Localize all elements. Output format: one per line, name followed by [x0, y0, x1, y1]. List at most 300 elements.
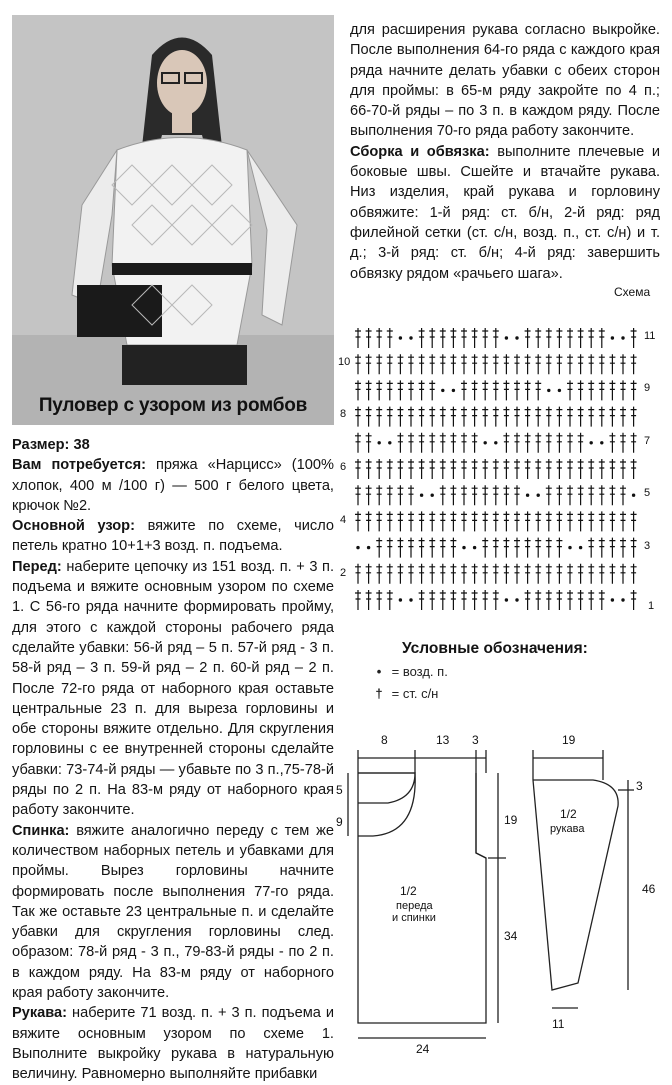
double-crochet-mark — [599, 328, 605, 348]
double-crochet-mark — [472, 433, 478, 453]
double-crochet-mark — [450, 433, 456, 453]
double-crochet-mark — [514, 538, 520, 558]
double-crochet-mark — [355, 511, 361, 531]
sleeves-continuation: для расширения рукава согласно выкройке. После выполнения 64-го ряда с каждого края ряда начните делать убавки с обеих сторон для проймы: в 65-м ряду закройте по 4 п.; 66-70-й ряды – по 3 п. в каждом ряду. После выполнения 70-го ряда работу закончите. — [350, 22, 660, 140]
row-number-3: 3 — [644, 540, 651, 552]
double-crochet-mark — [387, 511, 393, 531]
double-crochet-mark — [514, 485, 520, 505]
double-crochet-mark — [535, 511, 541, 531]
chain-stitch-mark — [537, 494, 540, 497]
double-crochet-mark — [525, 538, 531, 558]
double-crochet-mark — [503, 354, 509, 374]
double-crochet-mark — [450, 328, 456, 348]
row-number-7: 7 — [644, 435, 651, 447]
double-crochet-mark — [578, 590, 584, 610]
double-crochet-mark — [578, 433, 584, 453]
double-crochet-mark — [514, 433, 520, 453]
row-number-10: 10 — [338, 356, 351, 368]
main-pattern-text: вяжите по схеме, число петель кратно 10+1+3 возд. п. подъема. — [12, 518, 334, 555]
dim-left-9: 9 — [336, 815, 343, 829]
double-crochet-mark — [514, 459, 520, 479]
double-crochet-mark — [366, 590, 372, 610]
legend-dc-label: = ст. с/н — [391, 686, 439, 701]
double-crochet-mark — [429, 380, 435, 400]
double-crochet-mark — [620, 354, 626, 374]
double-crochet-mark — [567, 328, 573, 348]
double-crochet-mark — [472, 380, 478, 400]
materials-paragraph — [12, 455, 334, 516]
schema-left-numbers — [338, 356, 350, 579]
double-crochet-mark — [482, 380, 488, 400]
double-crochet-mark — [546, 407, 552, 427]
double-crochet-mark — [514, 511, 520, 531]
double-crochet-mark — [567, 407, 573, 427]
pattern-diagrams — [328, 728, 668, 1078]
double-crochet-mark — [355, 380, 361, 400]
double-crochet-mark — [493, 590, 499, 610]
double-crochet-mark — [631, 590, 637, 610]
double-crochet-mark — [461, 328, 467, 348]
double-crochet-mark — [355, 328, 361, 348]
double-crochet-mark — [546, 538, 552, 558]
double-crochet-mark — [599, 538, 605, 558]
double-crochet-mark — [355, 485, 361, 505]
double-crochet-mark — [419, 407, 425, 427]
double-crochet-mark — [387, 590, 393, 610]
sleeve-label-line2: рукава — [550, 823, 585, 835]
chain-stitch-mark — [409, 598, 412, 601]
double-crochet-icon: † — [375, 686, 383, 701]
dim-top-left: 8 — [381, 733, 388, 747]
double-crochet-mark — [609, 354, 615, 374]
materials-text: пряжа «Нарцисс» (100% хлопок, 400 м /100 г) — 500 г белого цвета, крючок №2. — [12, 457, 334, 514]
back-neckline — [358, 773, 415, 803]
double-crochet-mark — [408, 380, 414, 400]
double-crochet-mark — [429, 564, 435, 584]
double-crochet-mark — [366, 511, 372, 531]
double-crochet-mark — [366, 407, 372, 427]
double-crochet-mark — [578, 354, 584, 374]
assembly-text: выполните плечевые и боковые швы. Сшейте и втачайте рукава. Низ изделия, край рукава и горловину обвяжите: 1-й ряд: ст. б/н, 2-й ряд: ряд филейной сетки (ст. с/н, возд. п., ст. с/н) и т. д.; 3-й ряд: ст. б/н; 4-й ряд: завершить обвязку рядом «рачьего шага». — [350, 143, 660, 282]
double-crochet-mark — [387, 354, 393, 374]
double-crochet-mark — [450, 538, 456, 558]
double-crochet-mark — [535, 459, 541, 479]
dim-top-mid: 13 — [436, 733, 450, 747]
front-paragraph — [12, 557, 334, 821]
double-crochet-mark — [620, 433, 626, 453]
double-crochet-mark — [556, 407, 562, 427]
double-crochet-mark — [408, 407, 414, 427]
dim-right-34: 34 — [504, 929, 518, 943]
double-crochet-mark — [408, 433, 414, 453]
double-crochet-mark — [450, 459, 456, 479]
materials-label: Вам потребуется: — [12, 457, 146, 474]
double-crochet-mark — [493, 511, 499, 531]
double-crochet-mark — [546, 459, 552, 479]
double-crochet-mark — [503, 485, 509, 505]
double-crochet-mark — [440, 459, 446, 479]
double-crochet-mark — [408, 354, 414, 374]
double-crochet-mark — [429, 511, 435, 531]
double-crochet-mark — [503, 380, 509, 400]
back-label: Спинка: — [12, 822, 70, 839]
left-text-column — [12, 435, 334, 1085]
double-crochet-mark — [567, 590, 573, 610]
double-crochet-mark — [493, 407, 499, 427]
double-crochet-mark — [482, 485, 488, 505]
double-crochet-mark — [397, 538, 403, 558]
double-crochet-mark — [366, 485, 372, 505]
chain-stitch-mark — [600, 441, 603, 444]
double-crochet-mark — [493, 328, 499, 348]
double-crochet-mark — [599, 354, 605, 374]
body-outline — [358, 773, 486, 1023]
double-crochet-mark — [631, 433, 637, 453]
dim-left-5: 5 — [336, 783, 343, 797]
chain-stitch-mark — [611, 598, 614, 601]
double-crochet-mark — [588, 459, 594, 479]
double-crochet-mark — [397, 407, 403, 427]
double-crochet-mark — [567, 564, 573, 584]
double-crochet-mark — [376, 590, 382, 610]
chain-stitch-mark — [621, 598, 624, 601]
double-crochet-mark — [461, 354, 467, 374]
double-crochet-mark — [408, 511, 414, 531]
sleeves-text: наберите 71 возд. п. + 3 п. подъема и вяжите основным узором по схеме 1. Выполните выкройку рукава в натуральную величину. Равномерно выполняйте прибавки — [12, 1005, 335, 1083]
double-crochet-mark — [514, 564, 520, 584]
double-crochet-mark — [588, 511, 594, 531]
double-crochet-mark — [419, 564, 425, 584]
chain-stitch-mark — [558, 389, 561, 392]
double-crochet-mark — [482, 511, 488, 531]
chain-stitch-mark — [526, 494, 529, 497]
double-crochet-mark — [387, 564, 393, 584]
double-crochet-mark — [429, 538, 435, 558]
double-crochet-mark — [472, 564, 478, 584]
double-crochet-mark — [376, 354, 382, 374]
double-crochet-mark — [366, 328, 372, 348]
double-crochet-mark — [397, 485, 403, 505]
sleeve-pattern-piece — [533, 750, 634, 1008]
double-crochet-mark — [429, 354, 435, 374]
double-crochet-mark — [567, 485, 573, 505]
sleeve-dim-length: 46 — [642, 882, 656, 896]
chain-stitch-mark — [505, 598, 508, 601]
assembly-paragraph — [350, 142, 660, 284]
double-crochet-mark — [419, 459, 425, 479]
double-crochet-mark — [355, 407, 361, 427]
double-crochet-mark — [556, 328, 562, 348]
double-crochet-mark — [376, 459, 382, 479]
double-crochet-mark — [472, 511, 478, 531]
double-crochet-mark — [631, 354, 637, 374]
double-crochet-mark — [440, 407, 446, 427]
double-crochet-mark — [493, 354, 499, 374]
double-crochet-mark — [419, 433, 425, 453]
double-crochet-mark — [556, 485, 562, 505]
chain-stitch-mark — [356, 546, 359, 549]
front-text: наберите цепочку из 151 возд. п. + 3 п. подъема и вяжите основным узором по схеме 1. С 56-го ряда начните формировать пройму, для этого с каждой стороны рабочего ряда сделайте убавки: 56-й ряд – 5 п. 57-й ряд - 3 п. 58-й ряд – 3 п. 59-й ряд – 2 п. 60-й ряд – 2 п. После 72-го ряда от наборного края оставьте центральные 23 п. для выреза горловины и обе стороны вяжите отдельно. Для скругления горловины с ее внутренней стороны сделайте убавки: 73-74-й ряды — убавьте по 3 п.,75-78-й ряды по 2 п. На 83-м ряду от наборного края работу закончите. — [12, 558, 334, 819]
double-crochet-mark — [503, 538, 509, 558]
double-crochet-mark — [525, 328, 531, 348]
legend-chain-label: = возд. п. — [391, 664, 448, 679]
double-crochet-mark — [578, 407, 584, 427]
double-crochet-mark — [419, 328, 425, 348]
double-crochet-mark — [631, 380, 637, 400]
double-crochet-mark — [556, 433, 562, 453]
double-crochet-mark — [419, 538, 425, 558]
row-number-5: 5 — [644, 487, 651, 499]
double-crochet-mark — [440, 433, 446, 453]
sleeves-paragraph — [12, 1003, 334, 1084]
double-crochet-mark — [493, 538, 499, 558]
model-photo — [12, 15, 334, 425]
chain-stitch-mark — [505, 336, 508, 339]
double-crochet-mark — [482, 354, 488, 374]
double-crochet-mark — [376, 511, 382, 531]
double-crochet-mark — [387, 485, 393, 505]
front-neckline — [358, 773, 415, 836]
double-crochet-mark — [387, 407, 393, 427]
double-crochet-mark — [578, 459, 584, 479]
double-crochet-mark — [567, 354, 573, 374]
double-crochet-mark — [588, 485, 594, 505]
double-crochet-mark — [556, 511, 562, 531]
double-crochet-mark — [588, 354, 594, 374]
row-number-11: 11 — [644, 330, 656, 342]
double-crochet-mark — [461, 564, 467, 584]
double-crochet-mark — [461, 590, 467, 610]
schema-label: Схема — [614, 285, 651, 299]
double-crochet-mark — [609, 564, 615, 584]
double-crochet-mark — [440, 511, 446, 531]
double-crochet-mark — [609, 511, 615, 531]
double-crochet-mark — [620, 459, 626, 479]
double-crochet-mark — [493, 380, 499, 400]
chain-stitch-mark — [494, 441, 497, 444]
double-crochet-mark — [556, 590, 562, 610]
double-crochet-mark — [376, 485, 382, 505]
double-crochet-mark — [546, 485, 552, 505]
double-crochet-mark — [408, 485, 414, 505]
double-crochet-mark — [620, 538, 626, 558]
double-crochet-mark — [387, 538, 393, 558]
size-value: 38 — [73, 437, 90, 453]
double-crochet-mark — [376, 328, 382, 348]
double-crochet-mark — [535, 407, 541, 427]
double-crochet-mark — [620, 564, 626, 584]
double-crochet-mark — [482, 564, 488, 584]
double-crochet-mark — [472, 459, 478, 479]
double-crochet-mark — [397, 564, 403, 584]
chain-stitch-mark — [452, 389, 455, 392]
size-paragraph — [12, 435, 334, 455]
double-crochet-mark — [535, 433, 541, 453]
double-crochet-mark — [578, 511, 584, 531]
double-crochet-mark — [546, 564, 552, 584]
double-crochet-mark — [366, 433, 372, 453]
double-crochet-mark — [535, 538, 541, 558]
double-crochet-mark — [503, 459, 509, 479]
double-crochet-mark — [609, 485, 615, 505]
double-crochet-mark — [546, 511, 552, 531]
double-crochet-mark — [429, 328, 435, 348]
photo-caption: Пуловер с узором из ромбов — [38, 395, 308, 416]
double-crochet-mark — [567, 459, 573, 479]
row-number-2: 2 — [340, 567, 347, 579]
legend-dc — [370, 686, 438, 701]
double-crochet-mark — [535, 380, 541, 400]
sleeve-dim-top: 19 — [562, 733, 576, 747]
double-crochet-mark — [397, 380, 403, 400]
double-crochet-mark — [472, 328, 478, 348]
double-crochet-mark — [535, 564, 541, 584]
crochet-schema — [336, 318, 666, 618]
front-label: Перед: — [12, 558, 62, 575]
double-crochet-mark — [631, 328, 637, 348]
double-crochet-mark — [493, 485, 499, 505]
double-crochet-mark — [588, 564, 594, 584]
legend-chain — [370, 664, 448, 679]
double-crochet-mark — [397, 459, 403, 479]
chain-stitch-mark — [515, 336, 518, 339]
assembly-label: Сборка и обвязка: — [350, 143, 490, 160]
double-crochet-mark — [578, 328, 584, 348]
double-crochet-mark — [450, 564, 456, 584]
legend-title: Условные обозначения: — [402, 640, 588, 657]
chain-stitch-mark — [515, 598, 518, 601]
sleeve-dim-bottom: 11 — [552, 1017, 565, 1031]
double-crochet-mark — [609, 459, 615, 479]
double-crochet-mark — [450, 590, 456, 610]
double-crochet-mark — [440, 328, 446, 348]
double-crochet-mark — [440, 538, 446, 558]
double-crochet-mark — [514, 354, 520, 374]
double-crochet-mark — [556, 459, 562, 479]
double-crochet-mark — [355, 564, 361, 584]
double-crochet-mark — [620, 380, 626, 400]
main-pattern-label: Основной узор: — [12, 518, 135, 535]
double-crochet-mark — [525, 407, 531, 427]
double-crochet-mark — [472, 485, 478, 505]
double-crochet-mark — [429, 407, 435, 427]
double-crochet-mark — [355, 433, 361, 453]
chain-stitch-mark — [632, 494, 635, 497]
double-crochet-mark — [440, 564, 446, 584]
main-pattern-paragraph — [12, 516, 334, 557]
double-crochet-mark — [567, 511, 573, 531]
double-crochet-mark — [631, 538, 637, 558]
double-crochet-mark — [578, 564, 584, 584]
double-crochet-mark — [440, 485, 446, 505]
chain-stitch-mark — [621, 336, 624, 339]
row-number-9: 9 — [644, 382, 651, 394]
row-number-8: 8 — [340, 408, 347, 420]
double-crochet-mark — [450, 511, 456, 531]
double-crochet-mark — [609, 407, 615, 427]
double-crochet-mark — [387, 380, 393, 400]
double-crochet-mark — [376, 564, 382, 584]
double-crochet-mark — [631, 564, 637, 584]
size-label: Размер: — [12, 437, 70, 453]
double-crochet-mark — [503, 407, 509, 427]
double-crochet-mark — [440, 590, 446, 610]
double-crochet-mark — [503, 564, 509, 584]
chain-stitch-mark — [473, 546, 476, 549]
double-crochet-mark — [461, 407, 467, 427]
double-crochet-mark — [493, 459, 499, 479]
double-crochet-mark — [514, 407, 520, 427]
chain-stitch-mark — [409, 336, 412, 339]
double-crochet-mark — [366, 354, 372, 374]
sleeve-label-line1: 1/2 — [560, 807, 577, 821]
sleeves-label: Рукава: — [12, 1005, 68, 1022]
double-crochet-mark — [503, 433, 509, 453]
double-crochet-mark — [482, 328, 488, 348]
double-crochet-mark — [588, 328, 594, 348]
double-crochet-mark — [387, 328, 393, 348]
double-crochet-mark — [525, 354, 531, 374]
chain-stitch-mark — [568, 546, 571, 549]
double-crochet-mark — [397, 354, 403, 374]
double-crochet-mark — [546, 328, 552, 348]
double-crochet-mark — [546, 590, 552, 610]
double-crochet-mark — [355, 354, 361, 374]
double-crochet-mark — [588, 538, 594, 558]
body-label-line2: переда — [396, 900, 433, 912]
dim-top-right: 3 — [472, 733, 479, 747]
double-crochet-mark — [355, 590, 361, 610]
double-crochet-mark — [546, 354, 552, 374]
armhole-curve — [476, 773, 486, 858]
double-crochet-mark — [461, 511, 467, 531]
double-crochet-mark — [525, 564, 531, 584]
double-crochet-mark — [366, 380, 372, 400]
double-crochet-mark — [546, 433, 552, 453]
chain-stitch-mark — [547, 389, 550, 392]
chain-stitch-mark — [611, 336, 614, 339]
double-crochet-mark — [366, 459, 372, 479]
right-text-column — [350, 20, 660, 284]
double-crochet-mark — [599, 511, 605, 531]
double-crochet-mark — [599, 459, 605, 479]
row-number-6: 6 — [340, 461, 347, 473]
double-crochet-mark — [514, 380, 520, 400]
double-crochet-mark — [588, 407, 594, 427]
model-illustration — [12, 15, 334, 425]
double-crochet-mark — [376, 407, 382, 427]
chain-stitch-mark — [378, 441, 381, 444]
body-label-line1: 1/2 — [400, 884, 417, 898]
double-crochet-mark — [429, 459, 435, 479]
double-crochet-mark — [482, 459, 488, 479]
row-number-1: 1 — [648, 600, 655, 612]
double-crochet-mark — [397, 433, 403, 453]
double-crochet-mark — [567, 380, 573, 400]
double-crochet-mark — [620, 407, 626, 427]
chain-stitch-mark — [399, 336, 402, 339]
double-crochet-mark — [535, 354, 541, 374]
double-crochet-mark — [472, 354, 478, 374]
double-crochet-mark — [450, 485, 456, 505]
double-crochet-mark — [609, 538, 615, 558]
double-crochet-mark — [556, 354, 562, 374]
double-crochet-mark — [366, 564, 372, 584]
double-crochet-mark — [461, 459, 467, 479]
chain-stitch-mark — [388, 441, 391, 444]
double-crochet-mark — [397, 511, 403, 531]
double-crochet-mark — [525, 459, 531, 479]
